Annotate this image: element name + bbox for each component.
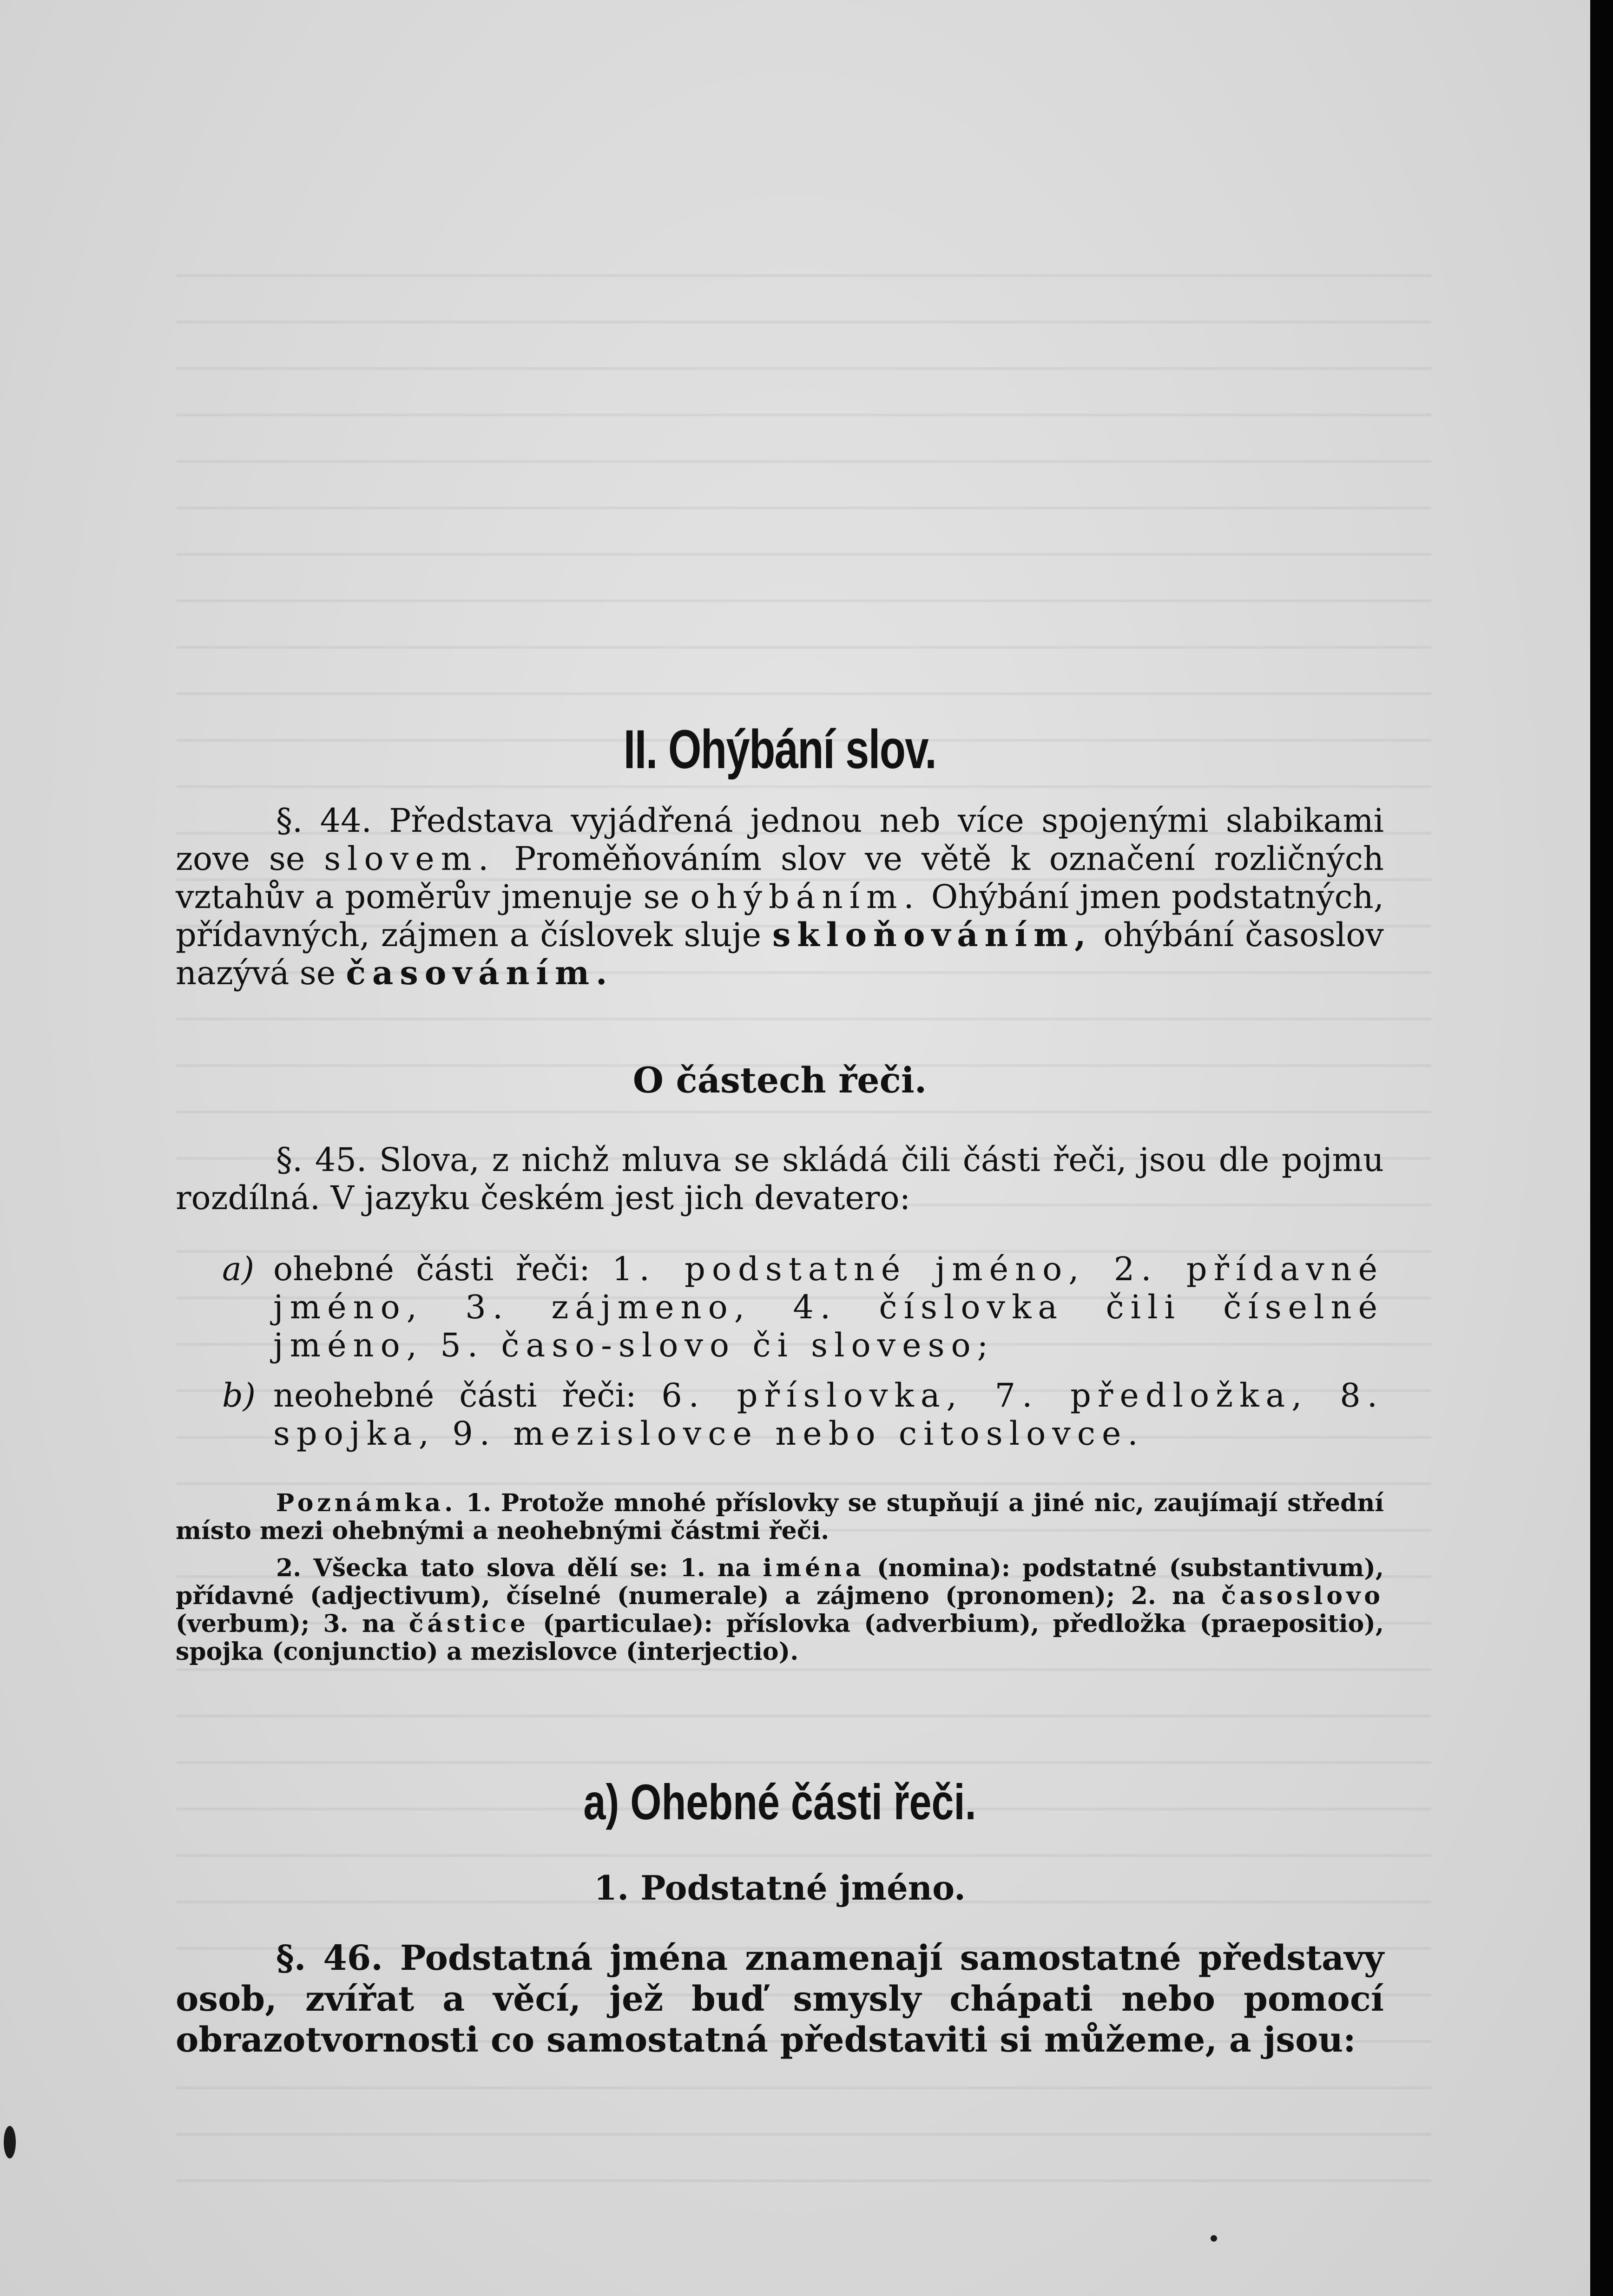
paragraph-mark: §. 46.	[276, 1938, 383, 1978]
scan-artifact	[4, 2126, 16, 2158]
list-label: b)	[222, 1376, 256, 1414]
scan-artifact	[1211, 2235, 1217, 2242]
note-2: 2. Všecka tato slova dělí se: 1. na iména (nomina): podstatné (substantivum), přídavné (adjectivum), číselné (numerale) a zájmeno (pronomen); 2. na časoslovo (verbum); 3. na částice (particulae): příslovka (adverbium), předložka (praepositio), spojka (conjunctio) a mezislovce (interjectio).	[176, 1554, 1384, 1666]
paragraph-44: §. 44. Představa vyjádřená jednou neb více spojenými slabikami zove se slovem. Proměňováním slov ve větě k označení rozličných vztahův a poměrův jmenuje se ohýbáním. Ohýbání jmen podstatných, přídavných, zájmen a číslovek sluje skloňováním, ohýbání časoslov nazývá se časováním.	[176, 802, 1384, 992]
subsubsection-heading: 1. Podstatné jméno.	[594, 1868, 966, 1908]
emphasis-term: časováním.	[346, 954, 614, 992]
emphasis-term: skloňováním,	[772, 915, 1093, 954]
parts-of-speech-list	[176, 1250, 1384, 1453]
scan-border	[1590, 0, 1613, 2296]
note-1: Poznámka. 1. Protože mnohé příslovky se stupňují a jiné nic, zaujímají střední místo mezi ohebnými a neohebnými částmi řeči.	[176, 1489, 1384, 1545]
paragraph-46: §. 46. Podstatná jména znamenají samostatné představy osob, zvířat a věcí, jež buď smysly chápati nebo pomocí obrazotvornosti co samostatná představiti si můžeme, a jsou:	[176, 1938, 1384, 2060]
list-item-b: b) neohebné části řeči: 6. příslovka, 7. předložka, 8. spojka, 9. mezislovce nebo citoslovce.	[222, 1376, 1384, 1453]
list-label: a)	[222, 1250, 255, 1288]
chapter-title: II. Ohýbání slov.	[623, 719, 936, 780]
note-key: Poznámka.	[276, 1489, 457, 1517]
emphasis-term: slovem.	[324, 840, 495, 878]
paragraph-mark: §. 44.	[276, 802, 372, 840]
subsection-heading: a) Ohebné části řeči.	[583, 1774, 976, 1830]
list-item-a: a) ohebné části řeči: 1. podstatné jméno, 2. přídavné jméno, 3. zájmeno, 4. číslovka čili číselné jméno, 5. časo-slovo či sloveso;	[222, 1250, 1384, 1364]
notes	[176, 1489, 1384, 1666]
emphasis-term: ohýbáním.	[690, 878, 921, 916]
paragraph-mark: §. 45.	[276, 1141, 367, 1179]
section-heading: O částech řeči.	[632, 1059, 927, 1101]
paragraph-45: §. 45. Slova, z nichž mluva se skládá čili části řeči, jsou dle pojmu rozdílná. V jazyku českém jest jich devatero:	[176, 1141, 1384, 1217]
